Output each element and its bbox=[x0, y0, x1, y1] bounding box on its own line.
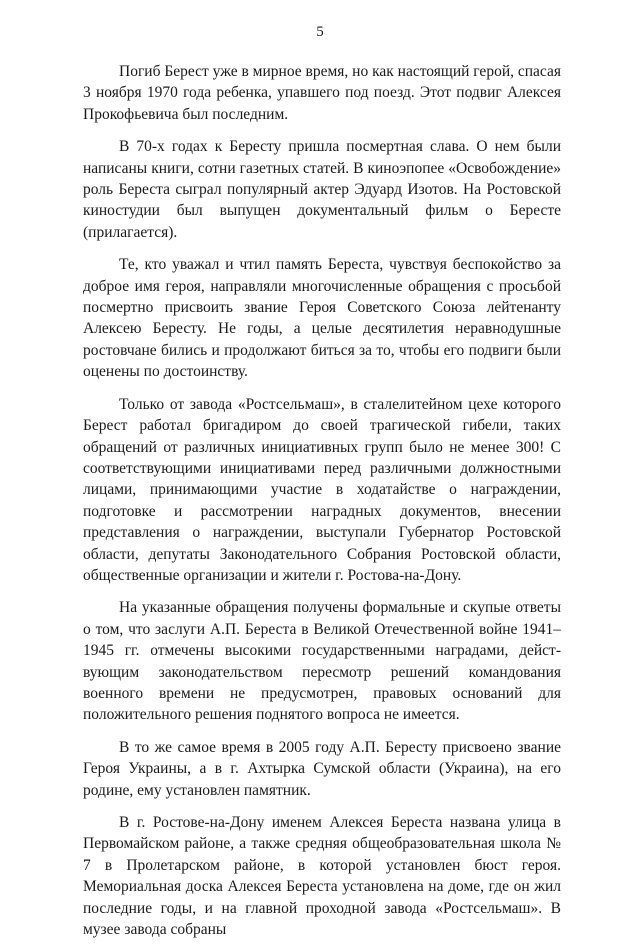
paragraph: В то же самое время в 2005 году А.П. Бересту присвоено звание Героя Украины, а в г. Ахтырка Сумской области (Украина), на его родине, ему установлен памятник. bbox=[83, 738, 561, 799]
document-body bbox=[83, 61, 561, 951]
paragraph: В г. Ростове-на-Дону именем Алексея Береста названа улица в Первомайском районе, а также средняя общеобразовательная школа № 7 в Пролетарском районе, в которой установлен бюст героя. Мемориальная доска Алексея Береста установлена на доме, где он жил последние годы, и на главной проходной завода «Ростсельмаш». В музее завода собраны bbox=[83, 814, 561, 939]
paragraph: Только от завода «Ростсельмаш», в сталелитейном цехе которого Берест работал бригадиром до своей трагической гибели, таких обращений от различных инициативных групп было не менее 300! С соответствующими инициативами перед различными должностными лицами, принимающими участие в ходатайстве о награждении, подготовке и рассмотрении наградных документов, внесении представления о награждении, выступали Губернатор Ростовской области, депутаты Законодательного Собрания Ростовской области, общественные организации и жители г. Ростова-на-Дону. bbox=[83, 395, 561, 584]
paragraph: Погиб Берест уже в мирное время, но как настоящий герой, спасая 3 ноября 1970 года ребенка, упавшего под поезд. Этот подвиг Алексея Прокофьевича был последним. bbox=[83, 63, 561, 123]
page-number: 5 bbox=[316, 24, 324, 40]
paragraph: В 70-х годах к Бересту пришла посмертная слава. О нем были написаны книги, сотни газетных статей. В киноэпопее «Освобождение» роль Береста сыграл популярный актер Эдуард Изотов. На Ростовской киностудии был выпущен документальный фильм о Бересте (прилагается). bbox=[83, 138, 561, 241]
paragraph: На указанные обращения получены формальные и скупые ответы о том, что заслуги А.П. Береста в Великой Отечественной войне 1941–1945 гг. отмечены высокими государственными наградами, действующим законодательством пересмотр решений командования военного времени не предусмотрен, правовых оснований для положительного решения поднятого вопроса не имеется. bbox=[83, 599, 561, 724]
paragraph: Те, кто уважал и чтил память Береста, чувствуя беспокойство за доброе имя героя, направляли многочисленные обращения с просьбой посмертно присвоить звание Героя Советского Союза лейтенанту Алексею Бересту. Не годы, а целые десятилетия неравнодушные ростовчане бились и продолжают биться за то, чтобы его подвиги были оценены по достоинству. bbox=[83, 256, 561, 381]
